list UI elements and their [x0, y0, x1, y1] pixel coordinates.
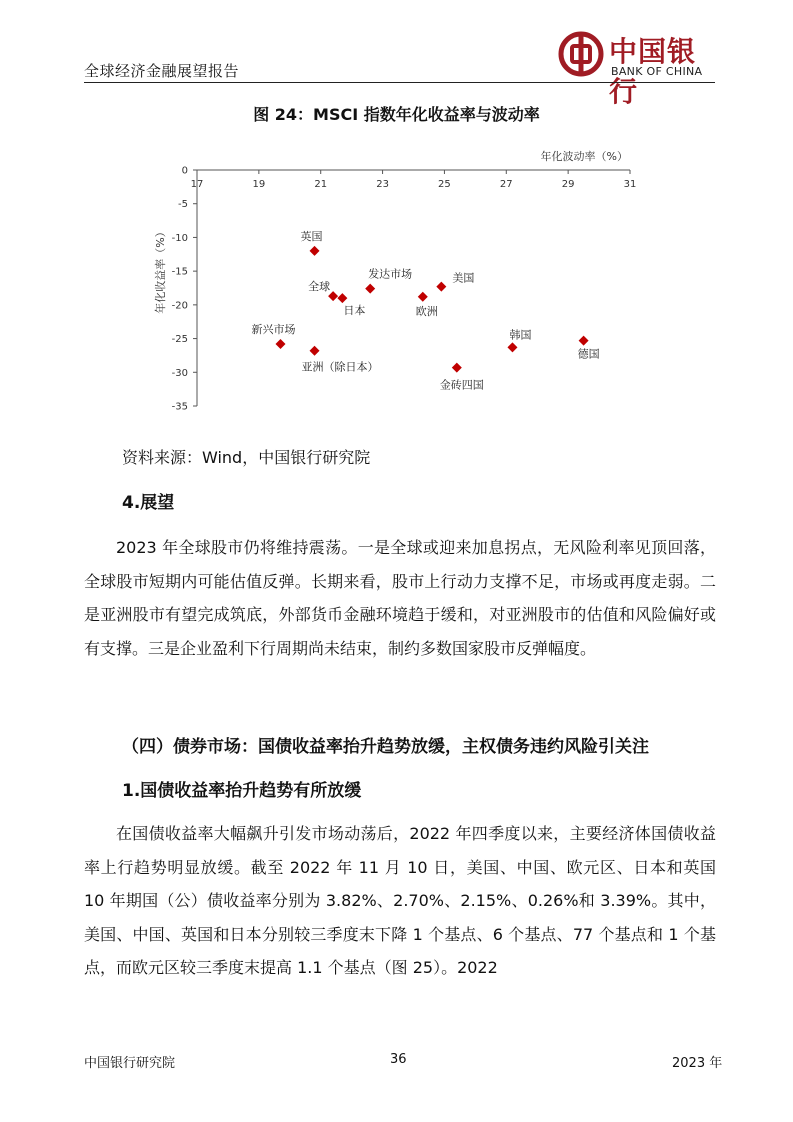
bank-of-china-emblem-icon	[557, 30, 605, 78]
data-point-label: 日本	[343, 304, 366, 318]
x-tick-label: 29	[561, 179, 575, 190]
bond-paragraph: 在国债收益率大幅飙升引发市场动荡后，2022 年四季度以来，主要经济体国债收益率上行趋势明显放缓。截至 2022 年 11 月 10 日，美国、中国、欧元区、日本和英国 10 年期国（公）债收益率分别为 3.82%、2.70%、2.15%、0.26%和 3.39%。其中，美国、中国、英国和日本分别较三季度末下降 1 个基点、6 个基点、77 个基点和 1 个基点，而欧元区较三季度末提高 1.1 个基点（图 25）。2022	[84, 824, 716, 977]
data-point-marker	[507, 342, 517, 352]
figure-source: 资料来源：Wind，中国银行研究院	[122, 448, 371, 467]
x-tick-label: 31	[623, 179, 637, 190]
x-tick-label: 19	[252, 179, 266, 190]
y-tick-label: 0	[181, 165, 188, 177]
outlook-paragraph: 2023 年全球股市仍将维持震荡。一是全球或迎来加息拐点，无风险利率见顶回落，全球股市短期内可能估值反弹。长期来看，股市上行动力支撑不足，市场或再度走弱。二是亚洲股市有望完成筑底，外部货币金融环境趋于缓和，对亚洲股市的估值和风险偏好或有支撑。三是企业盈利下行周期尚未结束，制约多数国家股市反弹幅度。	[84, 538, 716, 658]
figure-title: 图 24：MSCI 指数年化收益率与波动率	[253, 105, 540, 124]
data-point-label: 金砖四国	[439, 378, 484, 392]
data-point-marker	[337, 293, 347, 303]
y-tick-label: -25	[171, 334, 188, 346]
data-point-marker	[436, 282, 446, 292]
data-point-label: 韩国	[509, 328, 532, 342]
data-point-label: 新兴市场	[251, 322, 296, 336]
report-title: 全球经济金融展望报告	[84, 62, 240, 80]
data-point-label: 全球	[308, 280, 331, 294]
data-point-marker	[452, 363, 462, 373]
logo-english-name: BANK OF CHINA	[611, 65, 703, 78]
data-point-label: 德国	[577, 347, 600, 361]
footer-year: 2023 年	[672, 1056, 723, 1071]
y-tick-label: -5	[178, 199, 188, 211]
data-point-label: 英国	[300, 229, 323, 243]
y-tick-label: -15	[171, 266, 188, 278]
header-divider	[84, 82, 715, 83]
data-point-label: 欧洲	[415, 304, 438, 318]
bond-subheading: 1.国债收益率抬升趋势有所放缓	[122, 781, 362, 801]
bond-market-heading: （四）债券市场：国债收益率抬升趋势放缓，主权债务违约风险引关注	[122, 737, 649, 757]
data-point-marker	[276, 339, 286, 349]
y-tick-label: -20	[171, 300, 188, 312]
y-axis-title: 年化收益率（%）	[154, 226, 167, 314]
footer-institution: 中国银行研究院	[84, 1056, 176, 1071]
logo-chinese-name: 中国银行	[609, 35, 697, 108]
x-axis-title: 年化波动率（%）	[540, 150, 628, 163]
data-point-marker	[310, 246, 320, 256]
data-point-label: 发达市场	[368, 267, 413, 281]
y-tick-label: -10	[171, 232, 188, 244]
data-point-marker	[365, 284, 375, 294]
data-point-marker	[310, 346, 320, 356]
scatter-chart	[140, 142, 640, 432]
data-point-label: 美国	[452, 271, 475, 285]
x-tick-label: 23	[376, 179, 389, 190]
bank-logo	[557, 30, 717, 108]
data-point-label: 亚洲（除日本）	[301, 360, 379, 374]
data-point-marker	[579, 336, 589, 346]
y-tick-label: -35	[171, 401, 188, 413]
x-tick-label: 17	[190, 179, 204, 190]
y-tick-label: -30	[171, 367, 188, 379]
section-heading-outlook: 4.展望	[122, 493, 175, 513]
footer-page-number: 36	[390, 1052, 407, 1067]
x-tick-label: 25	[438, 179, 451, 190]
data-point-marker	[418, 292, 428, 302]
x-tick-label: 21	[314, 179, 328, 190]
x-tick-label: 27	[499, 179, 513, 190]
